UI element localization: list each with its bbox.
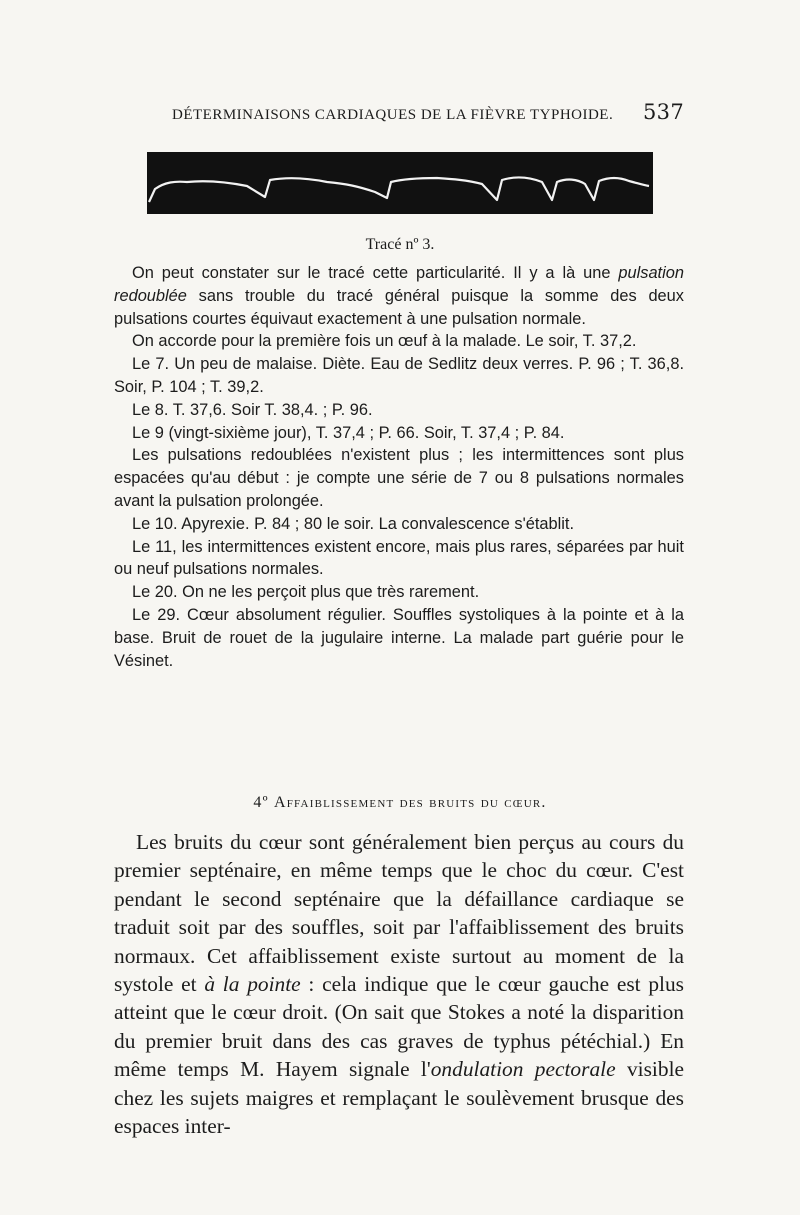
figure-caption: Tracé nº 3.: [365, 236, 435, 253]
main-text-part-2: : cela indique que le cœur gauche est plus atteint que le cœur droit. (On sait que Stokes a noté la disparition du premier bruit dans des cas graves de typhus pétéchial.) En même temps M. Hayem signale l': [114, 972, 684, 1082]
main-text-part-1: Les bruits du cœur sont généralement bien perçus au cours du premier septénaire, en même temps que le choc du cœur. C'est pendant le second septénaire que la défaillance cardiaque se traduit soit par des souffles, soit par l'affaiblissement des bruits normaux. Cet affaiblissement existe surtout au moment de la systole et: [114, 830, 684, 997]
paragraph-day-9: Le 9 (vingt-sixième jour), T. 37,4 ; P. 66. Soir, T. 37,4 ; P. 84.: [132, 423, 565, 442]
paragraph-egg: On accorde pour la première fois un œuf à la malade. Le soir, T. 37,2.: [132, 332, 637, 351]
section-number: 4º: [253, 794, 269, 811]
p1-emphasis: pulsation redoublée: [114, 264, 684, 305]
main-emphasis-ondulation: ondulation pectorale: [430, 1057, 616, 1082]
paragraph-day-29: Le 29. Cœur absolument régulier. Souffles systoliques à la pointe et à la base. Bruit de rouet de la jugulaire interne. La malade part guérie pour le Vésinet.: [114, 605, 684, 670]
section-heading: [0, 794, 800, 812]
running-head-title: DÉTERMINAISONS CARDIAQUES DE LA FIÈVRE TYPHOIDE.: [172, 107, 614, 123]
paragraph-day-10: Le 10. Apyrexie. P. 84 ; 80 le soir. La convalescence s'établit.: [132, 514, 575, 533]
paragraph-pulsations: Les pulsations redoublées n'existent plus ; les intermittences sont plus espacées qu'au début : je compte une série de 7 ou 8 pulsations normales avant la pulsation prolongée.: [114, 446, 684, 510]
paragraph-tracing-observation: [114, 262, 684, 330]
section-title: Affaiblissement des bruits du cœur.: [273, 794, 547, 811]
main-text-part-3: visible chez les sujets maigres et remplaçant le soulèvement brusque des espaces inter-: [114, 1057, 685, 1139]
pulse-trace-curve: [147, 152, 653, 214]
p1-text-b: sans trouble du tracé général puisque la somme des deux pulsations courtes équivaut exactement à une pulsation normale.: [114, 286, 684, 328]
paragraph-day-20: Le 20. On ne les perçoit plus que très rarement.: [132, 583, 480, 602]
paragraph-day-8: Le 8. T. 37,6. Soir T. 38,4. ; P. 96.: [132, 400, 373, 419]
main-text: [114, 828, 684, 1140]
paragraph-day-7: Le 7. Un peu de malaise. Diète. Eau de Sedlitz deux verres. P. 96 ; T. 36,8. Soir, P. 104 ; T. 39,2.: [114, 355, 684, 396]
case-notes: [114, 262, 684, 672]
pulse-trace-figure: [147, 152, 653, 214]
paragraph-day-11: Le 11, les intermittences existent encore, mais plus rares, séparées par huit ou neuf pulsations normales.: [114, 537, 684, 579]
paragraph-heart-sounds: [114, 828, 684, 1140]
main-emphasis-pointe: à la pointe: [204, 972, 301, 997]
page-number: 537: [643, 100, 684, 124]
running-head: [172, 100, 684, 124]
p1-text-a: On peut constater sur le tracé cette particularité. Il y a là une: [132, 264, 619, 282]
